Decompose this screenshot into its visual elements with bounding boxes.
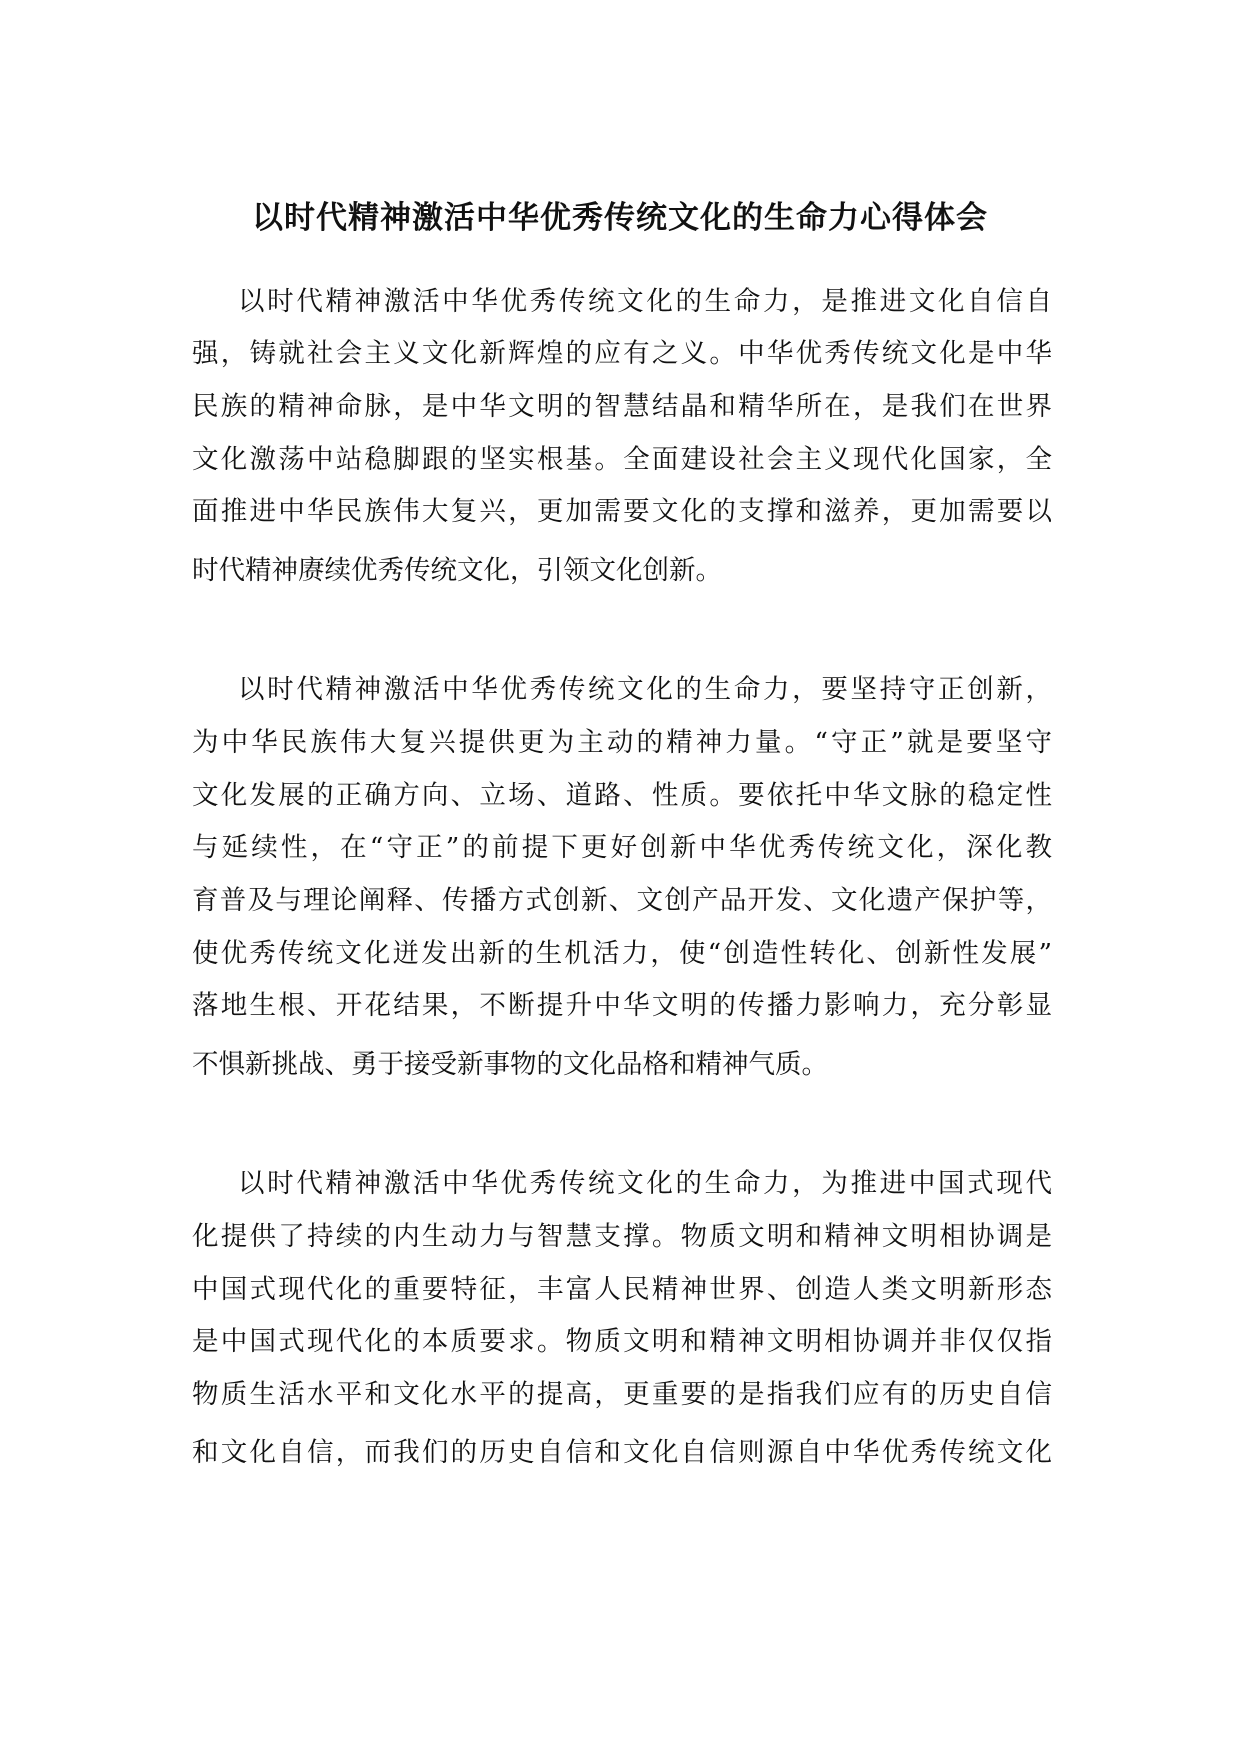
paragraph-line: 民族的精神命脉，是中华文明的智慧结晶和精华所在，是我们在世界 xyxy=(192,391,1052,422)
paragraph-line: 化提供了持续的内生动力与智慧支撑。物质文明和精神文明相协调是 xyxy=(192,1221,1052,1252)
paragraph-line: 面推进中华民族伟大复兴，更加需要文化的支撑和滋养，更加需要以 xyxy=(192,496,1052,527)
paragraph-line: 时代精神赓续优秀传统文化，引领文化创新。 xyxy=(192,555,722,586)
paragraph-line: 文化激荡中站稳脚跟的坚实根基。全面建设社会主义现代化国家，全 xyxy=(192,444,1052,475)
paragraph-line: 育普及与理论阐释、传播方式创新、文创产品开发、文化遗产保护等， xyxy=(192,885,1052,916)
paragraph-line: 强，铸就社会主义文化新辉煌的应有之义。中华优秀传统文化是中华 xyxy=(192,338,1052,369)
paragraph-line: 落地生根、开花结果，不断提升中华文明的传播力影响力，充分彰显 xyxy=(192,990,1052,1021)
paragraph-line: 文化发展的正确方向、立场、道路、性质。要依托中华文脉的稳定性 xyxy=(192,780,1052,811)
paragraph-line: 与延续性，在“守正”的前提下更好创新中华优秀传统文化，深化教 xyxy=(192,832,1052,863)
paragraph-line: 使优秀传统文化迸发出新的生机活力，使“创造性转化、创新性发展” xyxy=(192,938,1052,969)
paragraph-line: 是中国式现代化的本质要求。物质文明和精神文明相协调并非仅仅指 xyxy=(192,1326,1052,1357)
paragraph-line: 物质生活水平和文化水平的提高，更重要的是指我们应有的历史自信 xyxy=(192,1379,1052,1410)
paragraph-line: 以时代精神激活中华优秀传统文化的生命力，要坚持守正创新， xyxy=(238,674,1052,705)
paragraph-line: 不惧新挑战、勇于接受新事物的文化品格和精神气质。 xyxy=(192,1049,828,1080)
paragraph-line: 和文化自信，而我们的历史自信和文化自信则源自中华优秀传统文化 xyxy=(192,1437,1052,1468)
paragraph-line: 以时代精神激活中华优秀传统文化的生命力，是推进文化自信自 xyxy=(238,286,1052,317)
paragraph-line: 为中华民族伟大复兴提供更为主动的精神力量。“守正”就是要坚守 xyxy=(192,727,1052,758)
paragraph-line: 中国式现代化的重要特征，丰富人民精神世界、创造人类文明新形态 xyxy=(192,1274,1052,1305)
paragraph-line: 以时代精神激活中华优秀传统文化的生命力，为推进中国式现代 xyxy=(238,1168,1052,1199)
document-title: 以时代精神激活中华优秀传统文化的生命力心得体会 xyxy=(252,200,988,236)
